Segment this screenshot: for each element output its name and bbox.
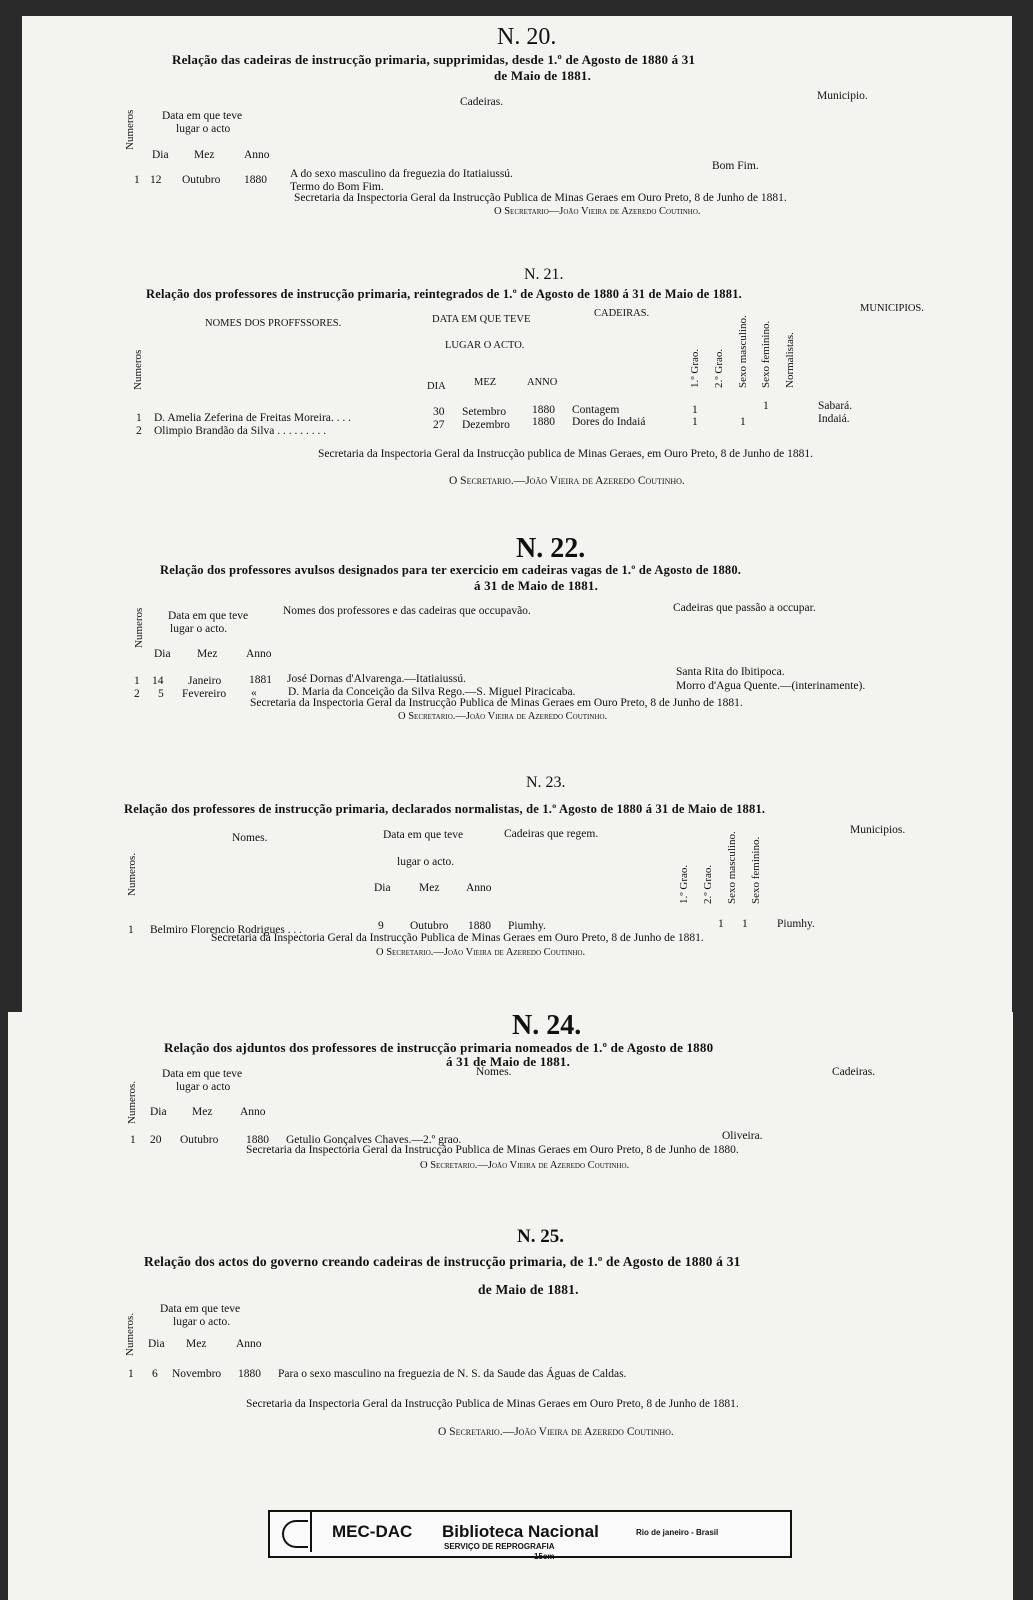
col-cadeiras: Cadeiras que regem. (504, 828, 599, 840)
row-sexo-fem: 1 (763, 400, 769, 412)
section-title: Relação dos professores de instrucção primaria, reintegrados de 1.º de Agosto de 1880 á 31 de Maio de 1881. (146, 287, 742, 301)
col-grao2: 2.º Grao. (702, 864, 714, 904)
section-title-cont: á 31 de Maio de 1881. (474, 578, 599, 593)
row-nome: D. Maria da Conceição da Silva Rego.—S. Miguel Piracicaba. (288, 686, 576, 698)
row-mez: Outubro (410, 920, 449, 932)
row-passa: Santa Rita do Ibitipoca. (676, 666, 785, 678)
row-cadeira-2: Termo do Bom Fim. (290, 181, 384, 193)
row-dia: 30 (433, 406, 445, 418)
col-dia: Dia (150, 1106, 167, 1118)
col-sexo-fem: Sexo feminino. (750, 836, 762, 904)
secretario-sign: O Secretario.—João Vieira de Azeredo Coutinho. (420, 1160, 630, 1171)
row-dia: 27 (433, 419, 445, 431)
row-nome: D. Amelia Zeferina de Freitas Moreira. . . . (154, 412, 352, 424)
col-sexo-masc: Sexo masculino. (737, 315, 749, 388)
col-normalistas: Normalistas. (784, 332, 796, 388)
row-mez: Setembro (462, 406, 507, 418)
col-anno: Anno (246, 648, 272, 660)
col-municipios: Municipios. (850, 824, 906, 836)
col-anno: Anno (466, 882, 492, 894)
col-data: Data em que teve (162, 1068, 243, 1080)
col-numeros: Numeros (132, 349, 144, 390)
row-anno: 1881 (249, 674, 272, 686)
row-anno: 1880 (246, 1134, 269, 1146)
row-num: 1 (136, 412, 142, 424)
stamp-library: Biblioteca Nacional (442, 1522, 599, 1541)
row-grao1: 1 (718, 918, 724, 930)
col-mez: Mez (192, 1106, 213, 1118)
row-mez: Fevereiro (182, 688, 227, 700)
col-mez: Mez (194, 149, 215, 161)
row-anno: 1880 (468, 920, 491, 932)
row-cadeira: A do sexo masculino da freguezia do Itatiaiussú. (290, 168, 513, 180)
secretaria-note: Secretaria da Inspectoria Geral da Instrucção publica de Minas Geraes, em Ouro Preto, 8 de Junho de 1881. (318, 448, 813, 460)
row-cadeira: Dores do Indaiá (572, 416, 646, 428)
col-nomes: NOMES DOS PROFFSSORES. (205, 318, 342, 329)
row-num: 2 (136, 425, 142, 437)
row-grao2: 1 (740, 416, 746, 428)
section-title: Relação das cadeiras de instrucção primaria, supprimidas, desde 1.º de Agosto de 1880 á 31 (172, 52, 696, 67)
row-anno: 1880 (238, 1368, 261, 1380)
col-data-2: lugar o acto. (397, 856, 455, 868)
row-anno: « (251, 687, 257, 699)
row-nome: Belmiro Florencio Rodrigues . . . (150, 924, 303, 936)
col-numeros: Numeros (124, 109, 136, 150)
col-nomes: Nomes. (232, 832, 268, 844)
col-data: Data em que teve (162, 110, 243, 122)
row-num: 2 (134, 688, 140, 700)
col-dia: Dia (374, 882, 391, 894)
col-anno: Anno (240, 1106, 266, 1118)
row-passa: Morro d'Agua Quente.—(interinamente). (676, 680, 866, 692)
col-anno: Anno (244, 149, 270, 161)
secretaria-note: Secretaria da Inspectoria Geral da Instrucção Publica de Minas Geraes em Ouro Preto, 8 de Junho de 1881. (294, 192, 787, 204)
col-dia: Dia (148, 1338, 165, 1350)
row-mez: Novembro (172, 1368, 222, 1380)
section-number: N. 22. (516, 533, 586, 564)
row-dia: 14 (152, 675, 164, 687)
row-num: 1 (128, 1368, 134, 1380)
col-cadeiras: Cadeiras. (460, 96, 504, 108)
col-data-2: lugar o acto (176, 1081, 231, 1093)
row-texto: Para o sexo masculino na freguezia de N. S. da Saude das Águas de Caldas. (278, 1368, 627, 1380)
col-numeros: Numeros. (126, 852, 138, 896)
col-data-2: lugar o acto. (170, 623, 228, 635)
row-grao1: 1 (692, 416, 698, 428)
secretario-sign: O Secretario.—João Vieira de Azeredo Coutinho. (376, 947, 586, 958)
row-nome: José Dornas d'Alvarenga.—Itatiaiussú. (287, 673, 467, 685)
row-cadeira: Piumhy. (508, 920, 546, 932)
section-title: Relação dos actos do governo creando cadeiras de instrucção primaria, de 1.º de Agosto de 1880 á 31 (144, 1254, 741, 1269)
col-data: Data em que teve (168, 610, 249, 622)
col-sexo-masc: Sexo masculino. (726, 831, 738, 904)
secretario-sign: O Secretario—João Vieira de Azeredo Coutinho. (494, 206, 701, 217)
col-cadeiras: CADEIRAS. (594, 308, 650, 319)
col-data: DATA EM QUE TEVE (432, 314, 531, 325)
col-mez: Mez (197, 648, 218, 660)
row-dia: 12 (150, 174, 162, 186)
row-municipio: Indaiá. (818, 413, 850, 425)
row-municipio: Bom Fim. (712, 160, 759, 172)
row-num: 1 (134, 174, 140, 186)
stamp-scale: 15cm (534, 1552, 555, 1561)
col-dia: Dia (152, 149, 169, 161)
secretario-sign: O Secretario.—João Vieira de Azeredo Coutinho. (449, 475, 685, 487)
library-stamp (268, 1510, 792, 1561)
row-nome: Getulio Gonçalves Chaves.—2.º grao. (286, 1134, 462, 1146)
col-grao1: 1.º Grao. (678, 864, 690, 904)
col-municipios: MUNICIPIOS. (860, 303, 924, 314)
row-mez: Dezembro (462, 419, 510, 431)
row-dia: 5 (158, 688, 164, 700)
col-dia: Dia (154, 648, 171, 660)
secretario-sign: O Secretario.—João Vieira de Azeredo Coutinho. (438, 1426, 674, 1438)
row-dia: 9 (378, 920, 384, 932)
section-number: N. 24. (512, 1010, 582, 1041)
row-dia: 20 (150, 1134, 162, 1146)
col-grao1: 1.º Grao. (689, 348, 701, 388)
col-data-2: LUGAR O ACTO. (445, 340, 525, 351)
col-mez: Mez (186, 1338, 207, 1350)
stamp-org: MEC-DAC (332, 1522, 413, 1541)
library-logo-icon (270, 1512, 312, 1552)
secretaria-note: Secretaria da Inspectoria Geral da Instrucção Publica de Minas Geraes em Ouro Preto, 8 de Junho de 1881. (246, 1398, 739, 1410)
secretaria-note: Secretaria da Inspectoria Geral da Instrucção Publica de Minas Geraes em Ouro Preto, 8 de Junho de 1881. (250, 697, 743, 709)
row-cadeira: Oliveira. (722, 1130, 763, 1142)
col-numeros: Numeros. (124, 1312, 136, 1356)
col-nomes: Nomes dos professores e das cadeiras que occupavão. (283, 605, 531, 617)
col-anno: ANNO (527, 377, 558, 388)
secretaria-note: Secretaria da Inspectoria Geral da Instrucção Publica de Minas Geraes em Ouro Preto, 8 de Junho de 1880. (246, 1144, 739, 1156)
row-grao1: 1 (692, 404, 698, 416)
col-numeros: Numeros. (126, 1080, 138, 1124)
row-mez: Outubro (180, 1134, 219, 1146)
col-anno: Anno (236, 1338, 262, 1350)
section-title-cont: de Maio de 1881. (478, 1282, 579, 1297)
section-title: Relação dos professores de instrucção primaria, declarados normalistas, de 1.º Agosto de 1880 á 31 de Maio de 1881. (124, 802, 766, 816)
col-cadeiras: Cadeiras. (832, 1066, 876, 1078)
col-municipio: Municipio. (817, 90, 868, 102)
col-sexo-fem: Sexo feminino. (760, 320, 772, 388)
col-mez: Mez (419, 882, 440, 894)
row-cadeira: Contagem (572, 404, 620, 416)
col-grao2: 2.º Grao. (713, 348, 725, 388)
row-anno: 1880 (244, 174, 267, 186)
row-sexo-masc: 1 (742, 918, 748, 930)
col-data: Data em que teve (383, 829, 464, 841)
col-nomes: Nomes. (476, 1066, 512, 1078)
row-num: 1 (130, 1134, 136, 1146)
secretario-sign: O Secretario.—João Vieira de Azeredo Coutinho. (398, 711, 608, 722)
col-dia: DIA (427, 381, 446, 392)
stamp-city: Rio de janeiro - Brasil (636, 1528, 719, 1537)
section-number: N. 25. (517, 1226, 564, 1247)
row-num: 1 (134, 675, 140, 687)
section-title-cont: á 31 de Maio de 1881. (446, 1054, 571, 1069)
section-number: N. 23. (526, 774, 566, 791)
section-number: N. 20. (497, 24, 557, 50)
row-municipio: Piumhy. (777, 918, 815, 930)
row-mez: Outubro (182, 174, 221, 186)
col-numeros: Numeros (133, 607, 145, 648)
page-upper (22, 16, 1012, 1016)
col-mez: MEZ (474, 377, 497, 388)
col-passao: Cadeiras que passão a occupar. (673, 602, 816, 614)
row-num: 1 (128, 924, 134, 936)
secretaria-note: Secretaria da Inspectoria Geral da Instrucção Publica de Minas Geraes em Ouro Preto, 8 de Junho de 1881. (211, 932, 704, 944)
row-mez: Janeiro (188, 675, 222, 687)
section-title-cont: de Maio de 1881. (494, 68, 592, 83)
row-nome: Olimpio Brandão da Silva . . . . . . . . . (154, 425, 327, 437)
section-title: Relação dos ajduntos dos professores de instrucção primaria nomeados de 1.º de Agosto de 1880 (164, 1040, 714, 1055)
col-data: Data em que teve (160, 1303, 241, 1315)
col-data-2: lugar o acto (176, 123, 231, 135)
section-number: N. 21. (524, 266, 564, 283)
stamp-service: SERVIÇO DE REPROGRAFIA (444, 1542, 555, 1551)
row-anno: 1880 (532, 416, 555, 428)
section-title: Relação dos professores avulsos designados para ter exercicio em cadeiras vagas de 1.º de Agosto de 1880. (160, 563, 742, 577)
row-dia: 6 (152, 1368, 158, 1380)
row-municipio: Sabará. (818, 400, 853, 412)
row-anno: 1880 (532, 404, 555, 416)
col-data-2: lugar o acto. (173, 1316, 231, 1328)
